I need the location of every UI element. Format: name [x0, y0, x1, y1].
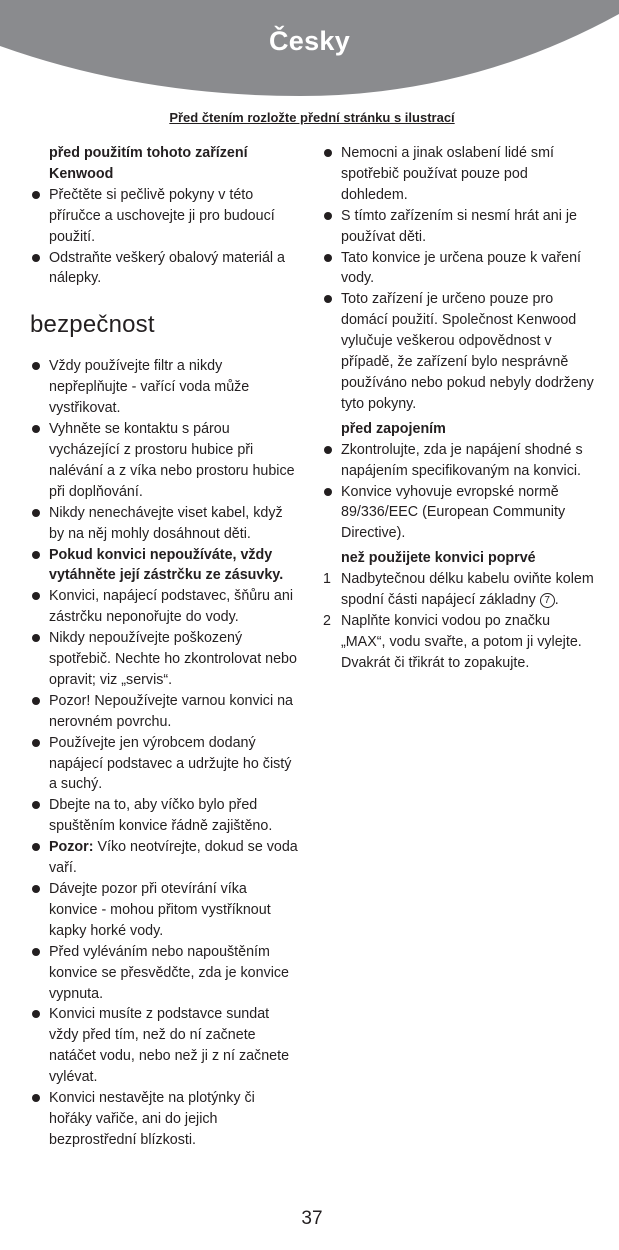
- notice-text: Před čtením rozložte přední stránku s ilustrací: [169, 110, 455, 125]
- language-title: Česky: [268, 26, 351, 56]
- step-text: Naplňte konvici vodou po značku „MAX“, vodu svařte, a potom ji vylejte. Dvakrát či třikrát to zopakujte.: [341, 612, 582, 671]
- step-number: 2: [323, 612, 331, 629]
- right-column: [322, 143, 598, 674]
- list-item: Používejte jen výrobcem dodaný napájecí podstavec a udržujte ho čistý a suchý.: [30, 733, 298, 796]
- section-title-safety: bezpečnost: [30, 311, 155, 339]
- list-item: Toto zařízení je určeno pouze pro domácí použití. Společnost Kenwood vylučuje veškerou odpovědnost v případě, že zařízení bylo nesprávně používáno nebo pokud nebyly dodrženy tyto pokyny.: [322, 289, 598, 414]
- list-item: Zkontrolujte, zda je napájení shodné s napájením specifikovaným na konvici.: [322, 440, 598, 482]
- step-end: .: [554, 592, 559, 609]
- connect-heading: před zapojením: [341, 420, 446, 437]
- list-item: Nikdy nepoužívejte poškozený spotřebič. Nechte ho zkontrolovat nebo opravit; viz „servis“.: [30, 628, 298, 691]
- list-item-text: Nepoužívejte varnou konvici na nerovném povrchu.: [49, 692, 293, 730]
- list-item: Konvice vyhovuje evropské normě 89/336/EEC (European Community Directive).: [322, 482, 598, 545]
- step-item: [322, 611, 598, 674]
- list-item: Konvici nestavějte na plotýnky či hořáky vařiče, ani do jejich bezprostřední blízkosti.: [30, 1088, 298, 1151]
- first-use-steps: [322, 569, 598, 674]
- safety-list-continued: [322, 143, 598, 415]
- list-item: Nikdy nenechávejte viset kabel, když by na něj mohly dosáhnout děti.: [30, 503, 298, 545]
- list-item: Před vyléváním nebo napouštěním konvice se přesvědčte, zda je konvice vypnuta.: [30, 942, 298, 1005]
- intro-heading: před použitím tohoto zařízení Kenwood: [49, 145, 248, 182]
- intro-list: [30, 185, 298, 290]
- list-item: Dávejte pozor při otevírání víka konvice - mohou přitom vystříknout kapky horké vody.: [30, 879, 298, 942]
- step-number: 1: [323, 571, 331, 588]
- list-item: Vyhněte se kontaktu s párou vycházející z prostoru hubice při nalévání a z víka nebo prostoru hubice při doplňování.: [30, 419, 298, 503]
- list-item: Přečtěte si pečlivě pokyny v této příručce a uschovejte ji pro budoucí použití.: [30, 185, 298, 248]
- list-item: Tato konvice je určena pouze k vaření vody.: [322, 248, 598, 290]
- language-header: [0, 0, 619, 100]
- page-number: 37: [301, 1208, 323, 1229]
- list-item: Odstraňte veškerý obalový materiál a nálepky.: [30, 248, 298, 290]
- first-use-heading: než použijete konvici poprvé: [341, 550, 536, 567]
- list-item: [30, 691, 298, 733]
- list-item: S tímto zařízením si nesmí hrát ani je používat děti.: [322, 206, 598, 248]
- list-item: Dbejte na to, aby víčko bylo před spuštěním konvice řádně zajištěno.: [30, 795, 298, 837]
- figure-reference: 7: [540, 593, 555, 608]
- safety-list: [30, 356, 298, 1150]
- list-item: Nemocni a jinak oslabení lidé smí spotřebič používat pouze pod dohledem.: [322, 143, 598, 206]
- step-text: Nadbytečnou délku kabelu oviňte kolem spodní části napájecí základny: [341, 571, 594, 609]
- pozor-label: Pozor!: [49, 692, 91, 709]
- list-item: Vždy používejte filtr a nikdy nepřeplňujte - vařící voda může vystřikovat.: [30, 356, 298, 419]
- list-item: Pokud konvici nepoužíváte, vždy vytáhněte její zástrčku ze zásuvky.: [30, 545, 298, 587]
- list-item-text: Víko neotvírejte, dokud se voda vaří.: [49, 839, 298, 877]
- left-column: [30, 143, 298, 1151]
- list-item: Konvici, napájecí podstavec, šňůru ani zástrčku neponořujte do vody.: [30, 586, 298, 628]
- connect-list: [322, 440, 598, 545]
- step-item: [322, 569, 598, 611]
- pozor-label: Pozor:: [49, 839, 94, 856]
- list-item: [30, 837, 298, 879]
- list-item: Konvici musíte z podstavce sundat vždy před tím, než do ní začnete natáčet vodu, nebo než ji z ní začnete vylévat.: [30, 1004, 298, 1088]
